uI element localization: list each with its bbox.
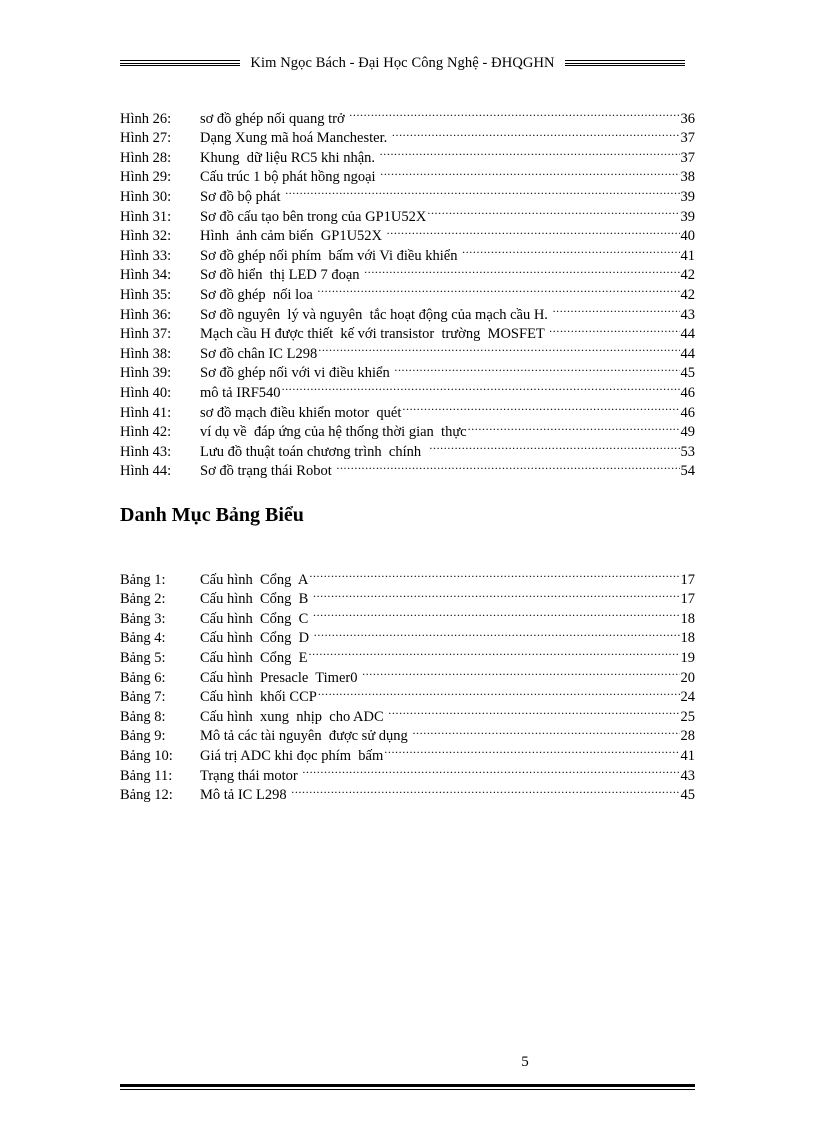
entry-title: Lưu đồ thuật toán chương trình chính	[200, 443, 429, 460]
entry-title: Giá trị ADC khi đọc phím bấm	[200, 747, 384, 764]
dot-leader	[318, 338, 679, 358]
dot-leader	[427, 201, 679, 221]
entry-page: 53	[680, 443, 695, 460]
entry-title: Sơ đồ chân IC L298	[200, 345, 318, 362]
entry-page: 17	[680, 591, 695, 608]
entry-number: Hình 32:	[120, 228, 172, 245]
entry-page: 25	[680, 708, 695, 725]
entry-title: Cấu hình Cổng D	[200, 630, 313, 647]
entry-title: Cấu trúc 1 bộ phát hồng ngoại	[200, 169, 380, 186]
header-rule-right	[565, 60, 685, 66]
dot-leader	[462, 240, 679, 260]
entry-title: Sơ đồ ghép nối với vi điều khiển	[200, 365, 394, 382]
entry-title: Mô tả IC L298	[200, 787, 291, 804]
entry-page: 44	[680, 326, 695, 343]
dot-leader	[402, 397, 679, 417]
entry-number: Hình 30:	[120, 188, 172, 205]
page-number: 5	[521, 1054, 529, 1070]
entry-number: Bảng 3:	[120, 610, 166, 627]
dot-leader	[394, 358, 679, 378]
entry-number: Hình 27:	[120, 130, 172, 147]
entry-title: sơ đồ mạch điều khiển motor quét	[200, 404, 402, 421]
header-rule-left	[120, 60, 240, 66]
entry-number: Hình 44:	[120, 463, 172, 480]
entry-page: 45	[680, 787, 695, 804]
entry-title: Cấu hình xung nhịp cho ADC	[200, 708, 388, 725]
entry-page: 41	[680, 747, 695, 764]
entry-number: Bảng 2:	[120, 591, 166, 608]
entry-title: Cấu hình khối CCP	[200, 689, 317, 706]
dot-leader	[429, 436, 679, 456]
dot-leader	[412, 721, 679, 741]
entry-title: sơ đồ ghép nối quang trở	[200, 110, 349, 127]
entry-title: Sơ đồ trạng thái Robot	[200, 463, 336, 480]
entry-number: Bảng 5:	[120, 649, 166, 666]
entry-title: Cấu hình Presacle Timer0	[200, 669, 362, 686]
entry-number: Bảng 8:	[120, 708, 166, 725]
figure-entry[interactable]	[120, 103, 695, 127]
header-text: Kim Ngọc Bách - Đại Học Công Nghệ - ĐHQGHN	[250, 54, 555, 71]
dot-leader	[336, 456, 679, 476]
entry-page: 45	[680, 365, 695, 382]
entry-page: 17	[680, 571, 695, 588]
entry-page: 38	[680, 169, 695, 186]
entry-number: Hình 42:	[120, 424, 172, 441]
entry-number: Bảng 4:	[120, 630, 166, 647]
entry-page: 40	[680, 228, 695, 245]
entry-number: Hình 35:	[120, 286, 172, 303]
entry-title: Sơ đồ ghép nối loa	[200, 286, 317, 303]
dot-leader	[313, 603, 680, 623]
entry-page: 18	[680, 630, 695, 647]
entry-title: Cấu hình Cổng A	[200, 571, 309, 588]
dot-leader	[309, 642, 680, 662]
dot-leader	[392, 123, 680, 143]
entry-number: Bảng 10:	[120, 747, 173, 764]
dot-leader	[317, 279, 679, 299]
table-entry[interactable]	[120, 564, 695, 588]
entry-title: ví dụ về đáp ứng của hệ thống thời gian thực	[200, 424, 467, 441]
entry-page: 41	[680, 247, 695, 264]
entry-page: 43	[680, 306, 695, 323]
entry-title: Trạng thái motor	[200, 767, 302, 784]
entry-title: Sơ đồ ghép nối phím bấm với Vi điều khiển	[200, 247, 462, 264]
entry-title: Khung dữ liệu RC5 khi nhận.	[200, 149, 379, 166]
entry-number: Hình 34:	[120, 267, 172, 284]
dot-leader	[387, 221, 680, 241]
entry-page: 20	[680, 669, 695, 686]
entry-title: Dạng Xung mã hoá Manchester.	[200, 130, 391, 147]
footer-rule	[120, 1084, 695, 1090]
entry-number: Bảng 7:	[120, 689, 166, 706]
entry-page: 44	[680, 345, 695, 362]
entry-page: 39	[680, 208, 695, 225]
entry-page: 46	[680, 404, 695, 421]
entry-number: Hình 36:	[120, 306, 172, 323]
dot-leader	[282, 377, 680, 397]
entry-page: 46	[680, 384, 695, 401]
dot-leader	[388, 701, 679, 721]
entry-page: 39	[680, 188, 695, 205]
entry-title: mô tả IRF540	[200, 384, 281, 401]
running-header	[120, 52, 685, 74]
dot-leader	[549, 319, 679, 339]
entry-number: Bảng 1:	[120, 571, 166, 588]
list-of-figures	[120, 103, 695, 480]
entry-title: Sơ đồ nguyên lý và nguyên tắc hoạt động của mạch cầu H.	[200, 306, 552, 323]
dot-leader	[318, 682, 680, 702]
entry-number: Hình 28:	[120, 149, 172, 166]
dot-leader	[384, 740, 679, 760]
dot-leader	[362, 662, 679, 682]
entry-page: 42	[680, 286, 695, 303]
entry-number: Hình 39:	[120, 365, 172, 382]
entry-page: 54	[680, 463, 695, 480]
dot-leader	[313, 584, 680, 604]
entry-number: Hình 29:	[120, 169, 172, 186]
entry-title: Cấu hình Cổng C	[200, 610, 312, 627]
dot-leader	[553, 299, 680, 319]
entry-page: 43	[680, 767, 695, 784]
entry-page: 36	[680, 110, 695, 127]
entry-page: 24	[680, 689, 695, 706]
dot-leader	[468, 417, 680, 437]
dot-leader	[285, 181, 679, 201]
entry-title: Cấu hình Cổng B	[200, 591, 312, 608]
dot-leader	[291, 780, 679, 800]
dot-leader	[380, 142, 680, 162]
entry-number: Hình 41:	[120, 404, 172, 421]
entry-title: Mô tả các tài nguyên được sử dụng	[200, 728, 412, 745]
entry-title: Sơ đồ cấu tạo bên trong của GP1U52X	[200, 208, 427, 225]
entry-page: 28	[680, 728, 695, 745]
entry-page: 18	[680, 610, 695, 627]
entry-number: Hình 38:	[120, 345, 172, 362]
entry-number: Bảng 11:	[120, 767, 173, 784]
tables-heading: Danh Mục Bảng Biểu	[120, 504, 304, 526]
entry-title: Sơ đồ bộ phát	[200, 188, 285, 205]
entry-number: Bảng 12:	[120, 787, 173, 804]
dot-leader	[364, 260, 679, 280]
entry-number: Bảng 9:	[120, 728, 166, 745]
entry-number: Hình 31:	[120, 208, 172, 225]
list-of-tables	[120, 564, 695, 804]
entry-title: Sơ đồ hiển thị LED 7 đoạn	[200, 267, 364, 284]
entry-number: Hình 26:	[120, 110, 172, 127]
entry-page: 49	[680, 424, 695, 441]
entry-page: 42	[680, 267, 695, 284]
dot-leader	[302, 760, 679, 780]
entry-title: Hình ảnh cảm biến GP1U52X	[200, 228, 386, 245]
dot-leader	[309, 564, 679, 584]
entry-page: 19	[680, 649, 695, 666]
entry-number: Bảng 6:	[120, 669, 166, 686]
dot-leader	[380, 162, 679, 182]
dot-leader	[314, 623, 680, 643]
entry-page: 37	[680, 130, 695, 147]
entry-number: Hình 43:	[120, 443, 172, 460]
entry-page: 37	[680, 149, 695, 166]
entry-title: Cấu hình Cổng E	[200, 649, 308, 666]
entry-number: Hình 37:	[120, 326, 172, 343]
entry-number: Hình 40:	[120, 384, 172, 401]
dot-leader	[349, 103, 679, 123]
entry-title: Mạch cầu H được thiết kế với transistor trường MOSFET	[200, 326, 549, 343]
entry-number: Hình 33:	[120, 247, 172, 264]
